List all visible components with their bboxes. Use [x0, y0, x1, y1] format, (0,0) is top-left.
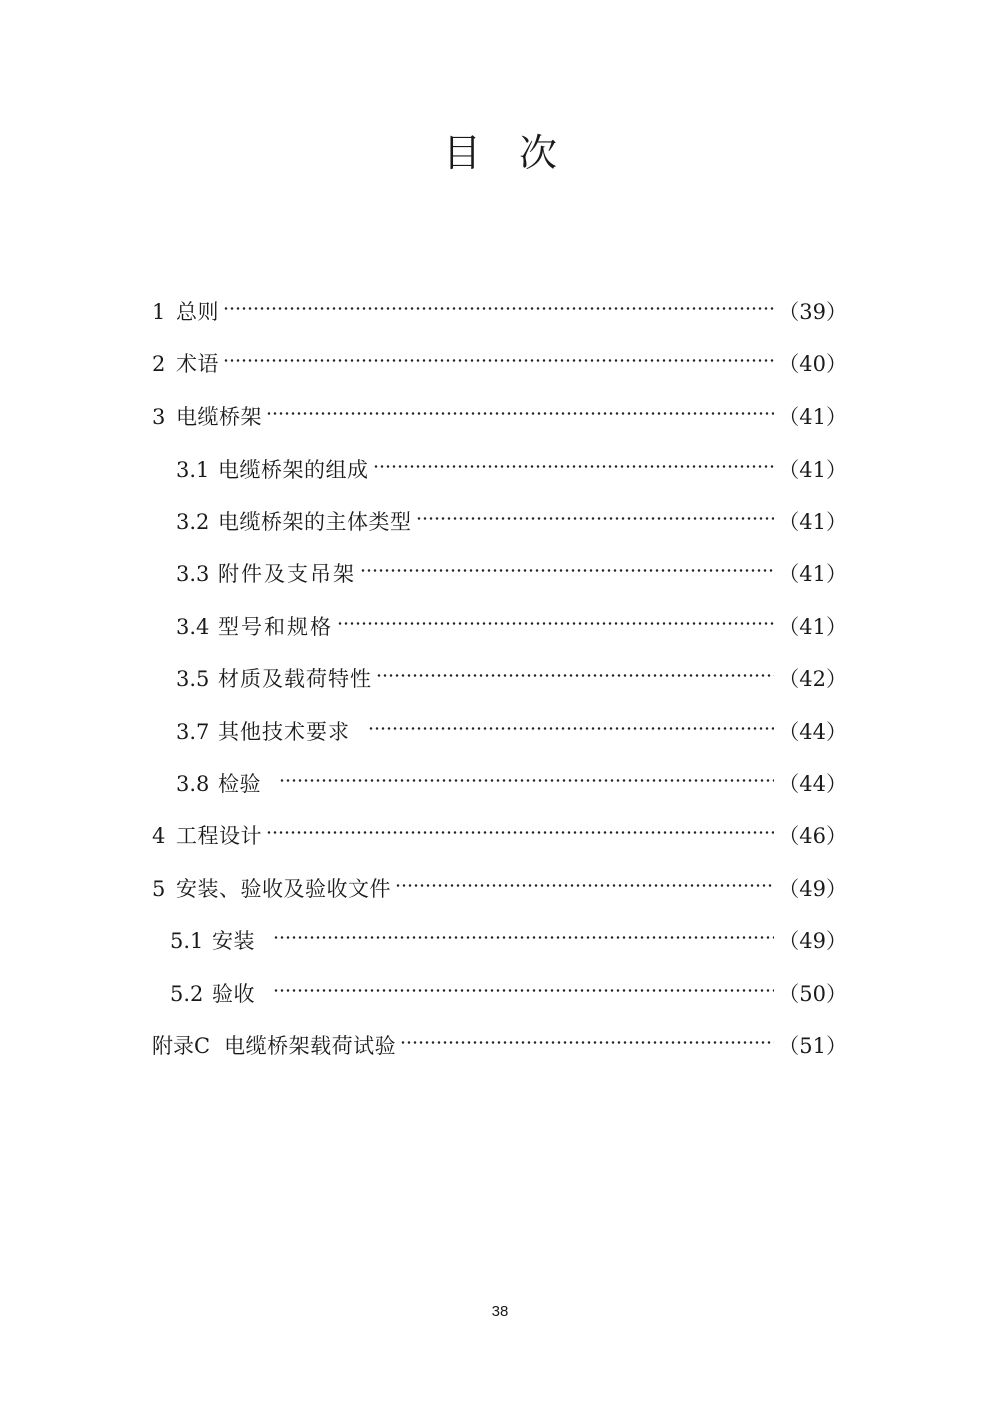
- toc-entry-number: 4: [152, 824, 166, 848]
- dot-leader: [337, 604, 774, 634]
- toc-entry-label: 材质及载荷特性: [218, 667, 372, 691]
- toc-entry-3-8[interactable]: [176, 761, 847, 796]
- toc-entry-number: 附录C: [152, 1034, 211, 1058]
- toc-entry-label: 电缆桥架载荷试验: [224, 1034, 397, 1058]
- toc-entry-page: （41）: [778, 615, 847, 639]
- toc-entry-1[interactable]: [152, 289, 847, 324]
- toc-entry-page: （44）: [778, 720, 847, 744]
- toc-entry-page: （44）: [778, 772, 847, 796]
- toc-entry-page: （41）: [778, 562, 847, 586]
- toc-entry-page: （50）: [778, 982, 847, 1006]
- dot-leader: [368, 709, 774, 739]
- toc-entry-number: 5.1: [170, 929, 204, 953]
- toc-entry-page: （49）: [778, 929, 847, 953]
- toc-entry-number: 3.8: [176, 772, 210, 796]
- toc-entry-number: 1: [152, 300, 166, 324]
- toc-entry-5-2[interactable]: [170, 971, 847, 1006]
- toc-entry-label: 型号和规格: [218, 615, 333, 639]
- toc-entry-label: 安装、验收及验收文件: [176, 877, 391, 901]
- toc-entry-label: 总则: [176, 300, 219, 324]
- toc-entry-3-5[interactable]: [176, 656, 847, 691]
- toc-entry-label: 电缆桥架: [176, 405, 262, 429]
- toc-entry-number: 2: [152, 352, 166, 376]
- toc-entry-3-1[interactable]: [176, 447, 847, 482]
- dot-leader: [416, 499, 775, 529]
- toc-entry-number: 3: [152, 405, 166, 429]
- toc-entry-number: 3.7: [176, 720, 210, 744]
- toc-entry-3-2[interactable]: [176, 499, 847, 534]
- toc-entry-label: 工程设计: [176, 824, 262, 848]
- toc-entry-3[interactable]: [152, 394, 847, 429]
- toc-entry-number: 3.1: [176, 458, 210, 482]
- toc-entry-5[interactable]: [152, 866, 847, 901]
- toc-entry-4[interactable]: [152, 813, 847, 848]
- toc-entry-number: 3.5: [176, 667, 210, 691]
- toc-entry-page: （40）: [778, 352, 847, 376]
- dot-leader: [266, 394, 774, 424]
- dot-leader: [376, 656, 774, 686]
- toc-entry-label: 验收: [212, 982, 255, 1006]
- toc-entry-number: 3.3: [176, 562, 210, 586]
- toc-entry-page: （46）: [778, 824, 847, 848]
- dot-leader: [360, 551, 774, 581]
- dot-leader: [373, 447, 775, 477]
- dot-leader: [279, 761, 774, 791]
- page-number: 38: [491, 1303, 509, 1320]
- dot-leader: [400, 1023, 774, 1053]
- dot-leader: [223, 341, 774, 371]
- toc-entry-page: （49）: [778, 877, 847, 901]
- toc-entry-label: 其他技术要求: [218, 720, 350, 744]
- toc-entry-3-4[interactable]: [176, 604, 847, 639]
- toc-entry-5-1[interactable]: [170, 918, 847, 953]
- toc-entry-label: 检验: [218, 772, 261, 796]
- dot-leader: [273, 918, 774, 948]
- toc-entry-label: 安装: [212, 929, 255, 953]
- toc-entry-number: 5: [152, 877, 166, 901]
- dot-leader: [395, 866, 774, 896]
- toc-entry-number: 5.2: [170, 982, 204, 1006]
- toc-entry-page: （41）: [778, 510, 847, 534]
- toc-entry-2[interactable]: [152, 341, 847, 376]
- dot-leader: [266, 813, 774, 843]
- dot-leader: [223, 289, 774, 319]
- toc-entry-label: 术语: [176, 352, 219, 376]
- toc-entry-3-7[interactable]: [176, 709, 847, 744]
- toc-entry-3-3[interactable]: [176, 551, 847, 586]
- toc-entry-page: （51）: [778, 1034, 847, 1058]
- toc-entry-appendix-c[interactable]: [152, 1023, 847, 1058]
- toc-entry-page: （41）: [778, 405, 847, 429]
- page-title: 目 次: [442, 131, 557, 175]
- toc-entry-number: 3.4: [176, 615, 210, 639]
- toc-entry-page: （41）: [778, 458, 847, 482]
- toc-entry-number: 3.2: [176, 510, 210, 534]
- toc-entry-label: 电缆桥架的主体类型: [218, 510, 412, 534]
- toc-entry-page: （42）: [778, 667, 847, 691]
- dot-leader: [273, 971, 774, 1001]
- toc-entry-label: 附件及支吊架: [218, 562, 356, 586]
- toc-entry-label: 电缆桥架的组成: [218, 458, 369, 482]
- toc-entry-page: （39）: [778, 300, 847, 324]
